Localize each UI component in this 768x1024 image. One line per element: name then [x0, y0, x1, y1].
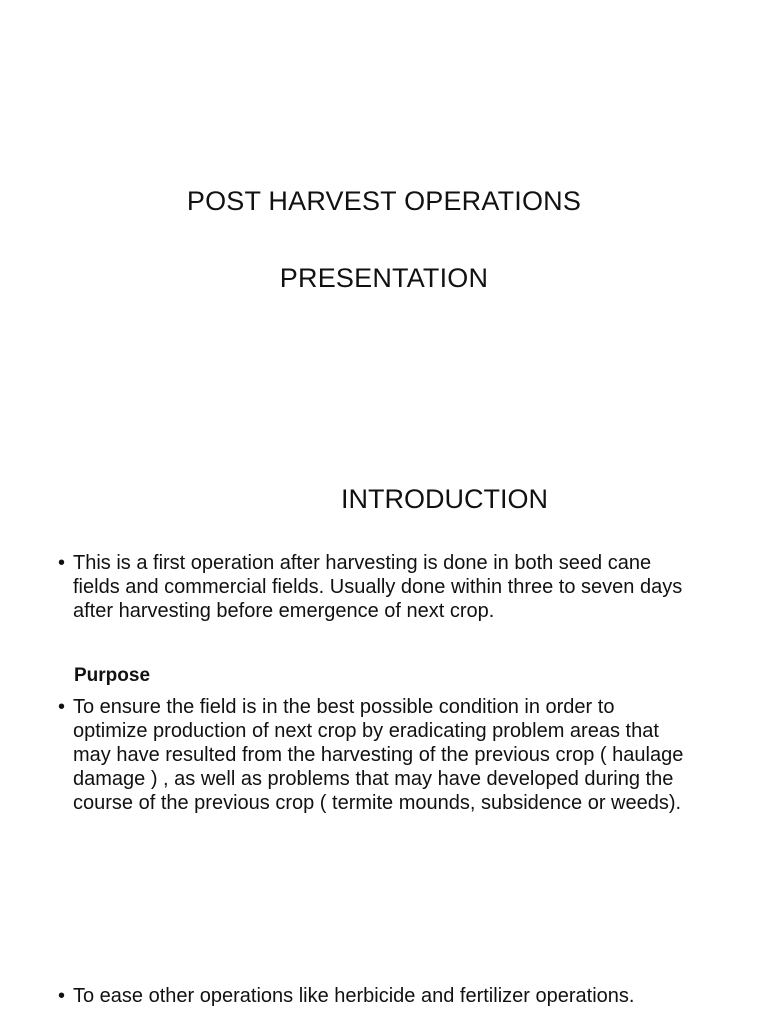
bullet-marker: •	[58, 552, 66, 574]
section-heading-introduction: INTRODUCTION	[341, 484, 548, 514]
presentation-subtitle: PRESENTATION	[279, 263, 489, 293]
bullet-marker: •	[58, 985, 66, 1007]
purpose-bullet	[58, 695, 718, 815]
ease-operations-bullet-text: To ease other operations like herbicide and fertilizer operations.	[73, 985, 635, 1007]
intro-bullet	[58, 551, 718, 623]
presentation-title: POST HARVEST OPERATIONS	[186, 186, 582, 216]
intro-bullet-text: This is a first operation after harvesting is done in both seed cane fields and commercial fields. Usually done within three to seven days after harvesting before emergence of next crop.	[73, 552, 683, 622]
ease-operations-bullet	[58, 984, 718, 1008]
purpose-bullet-text: To ensure the field is in the best possible condition in order to optimize production of next crop by eradicating problem areas that may have resulted from the harvesting of the previous crop ( haulage damage ) , as well as problems that may have developed during the course of the previous crop ( termite mounds, subsidence or weeds).	[73, 696, 684, 814]
purpose-heading: Purpose	[74, 665, 151, 686]
bullet-marker: •	[58, 696, 66, 718]
